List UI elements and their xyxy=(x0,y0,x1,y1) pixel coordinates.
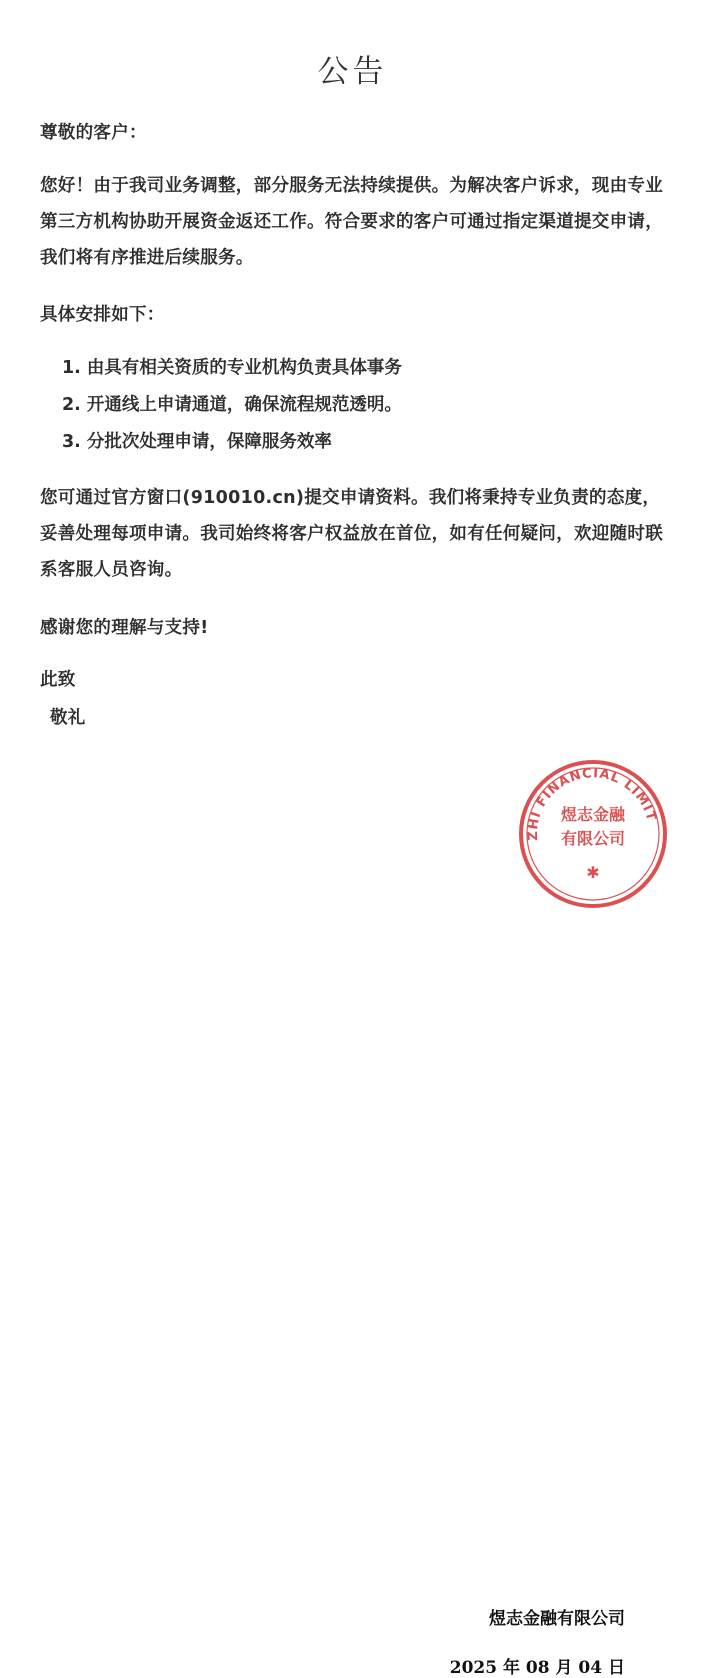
list-item-text: 由具有相关资质的专业机构负责具体事务 xyxy=(86,358,402,378)
list-item xyxy=(62,387,662,424)
arrangement-list xyxy=(62,350,662,461)
application-paragraph: 您可通过官方窗口(910010.cn)提交申请资料。我们将秉持专业负责的态度，妥善处理每项申请。我司始终将客户权益放在首位，如有任何疑问，欢迎随时联系客服人员咨询。 xyxy=(40,488,663,580)
list-item xyxy=(62,424,662,461)
thanks-line: 感谢您的理解与支持! xyxy=(40,618,209,638)
list-item xyxy=(62,350,662,387)
signature-date: 2025 年 08 月 04 日 xyxy=(449,1658,625,1678)
seal-inner-line-2: 有限公司 xyxy=(560,829,626,848)
salutation: 尊敬的客户： xyxy=(40,123,147,143)
list-item-text: 开通线上申请通道，确保流程规范透明。 xyxy=(86,395,402,415)
arrangement-heading: 具体安排如下： xyxy=(40,305,165,325)
list-item-text: 分批次处理申请，保障服务效率 xyxy=(86,432,332,452)
seal-inner-line-1: 煜志金融 xyxy=(560,805,626,824)
star-icon: ✱ xyxy=(586,863,600,882)
closing-line-2: 敬礼 xyxy=(50,708,86,728)
list-item-number: 3. xyxy=(62,432,81,452)
intro-paragraph: 您好！由于我司业务调整，部分服务无法持续提供。为解决客户诉求，现由专业第三方机构协助开展资金返还工作。符合要求的客户可通过指定渠道提交申请，我们将有序推进后续服务。 xyxy=(40,176,663,268)
closing-line-1: 此致 xyxy=(40,670,76,690)
list-item-number: 1. xyxy=(62,358,81,378)
company-seal xyxy=(517,758,669,910)
page-title: 公告 xyxy=(317,54,388,90)
seal-outer-text: ZHI FINANCIAL LIMIT xyxy=(525,766,659,841)
signature-company: 煜志金融有限公司 xyxy=(489,1609,625,1629)
list-item-number: 2. xyxy=(62,395,81,415)
